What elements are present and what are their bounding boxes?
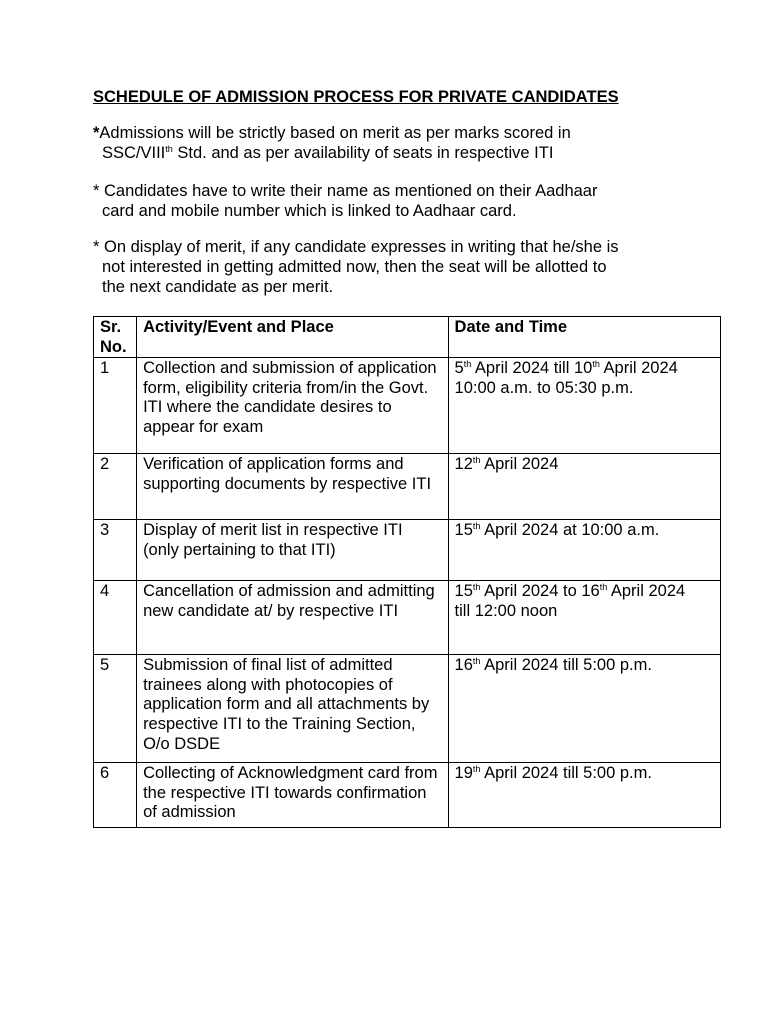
- cell-activity: Collecting of Acknowledgment card from the respective ITI towards confirmation of admission: [137, 763, 448, 828]
- table-row: [94, 655, 721, 763]
- note-line: * Candidates have to write their name as mentioned on their Aadhaar: [93, 182, 598, 200]
- note-aadhaar-name: [93, 181, 674, 221]
- cell-sr: 3: [94, 520, 137, 581]
- cell-sr: 4: [94, 581, 137, 655]
- cell-sr: 2: [94, 454, 137, 520]
- cell-sr: 5: [94, 655, 137, 763]
- cell-date: 15th April 2024 to 16th April 2024 till 12:00 noon: [448, 581, 720, 655]
- header-sr-no: Sr. No.: [94, 317, 137, 358]
- cell-date: 5th April 2024 till 10th April 2024 10:00 a.m. to 05:30 p.m.: [448, 358, 720, 454]
- cell-sr: 1: [94, 358, 137, 454]
- note-line: not interested in getting admitted now, then the seat will be allotted to: [102, 258, 607, 276]
- note-line: * On display of merit, if any candidate expresses in writing that he/she is: [93, 238, 619, 256]
- table-row: [94, 358, 721, 454]
- cell-activity: Submission of final list of admitted trainees along with photocopies of application form and all attachments by respective ITI to the Training Section, O/o DSDE: [137, 655, 448, 763]
- cell-date: 16th April 2024 till 5:00 p.m.: [448, 655, 720, 763]
- note-merit-withdrawal: [93, 237, 674, 297]
- table-row: [94, 520, 721, 581]
- cell-date: 12th April 2024: [448, 454, 720, 520]
- note-line: *Admissions will be strictly based on merit as per marks scored in: [93, 124, 571, 142]
- cell-activity: Collection and submission of application form, eligibility criteria from/in the Govt. ITI where the candidate desires to appear for exam: [137, 358, 448, 454]
- table-row: [94, 763, 721, 828]
- header-date-time: Date and Time: [448, 317, 720, 358]
- table-header-row: [94, 317, 721, 358]
- header-activity: Activity/Event and Place: [137, 317, 448, 358]
- bullet-star: *: [93, 124, 100, 142]
- document-title: SCHEDULE OF ADMISSION PROCESS FOR PRIVATE CANDIDATES: [93, 88, 619, 106]
- cell-activity: Cancellation of admission and admitting new candidate at/ by respective ITI: [137, 581, 448, 655]
- note-line: the next candidate as per merit.: [102, 278, 334, 296]
- cell-date: 19th April 2024 till 5:00 p.m.: [448, 763, 720, 828]
- note-line: card and mobile number which is linked to Aadhaar card.: [102, 202, 517, 220]
- cell-sr: 6: [94, 763, 137, 828]
- schedule-table: [93, 316, 721, 828]
- table-row: [94, 581, 721, 655]
- table-row: [94, 454, 721, 520]
- cell-date: 15th April 2024 at 10:00 a.m.: [448, 520, 720, 581]
- cell-activity: Verification of application forms and supporting documents by respective ITI: [137, 454, 448, 520]
- note-line: SSC/VIIIth Std. and as per availability of seats in respective ITI: [102, 144, 554, 162]
- cell-activity: Display of merit list in respective ITI (only pertaining to that ITI): [137, 520, 448, 581]
- note-merit-basis: [93, 123, 674, 163]
